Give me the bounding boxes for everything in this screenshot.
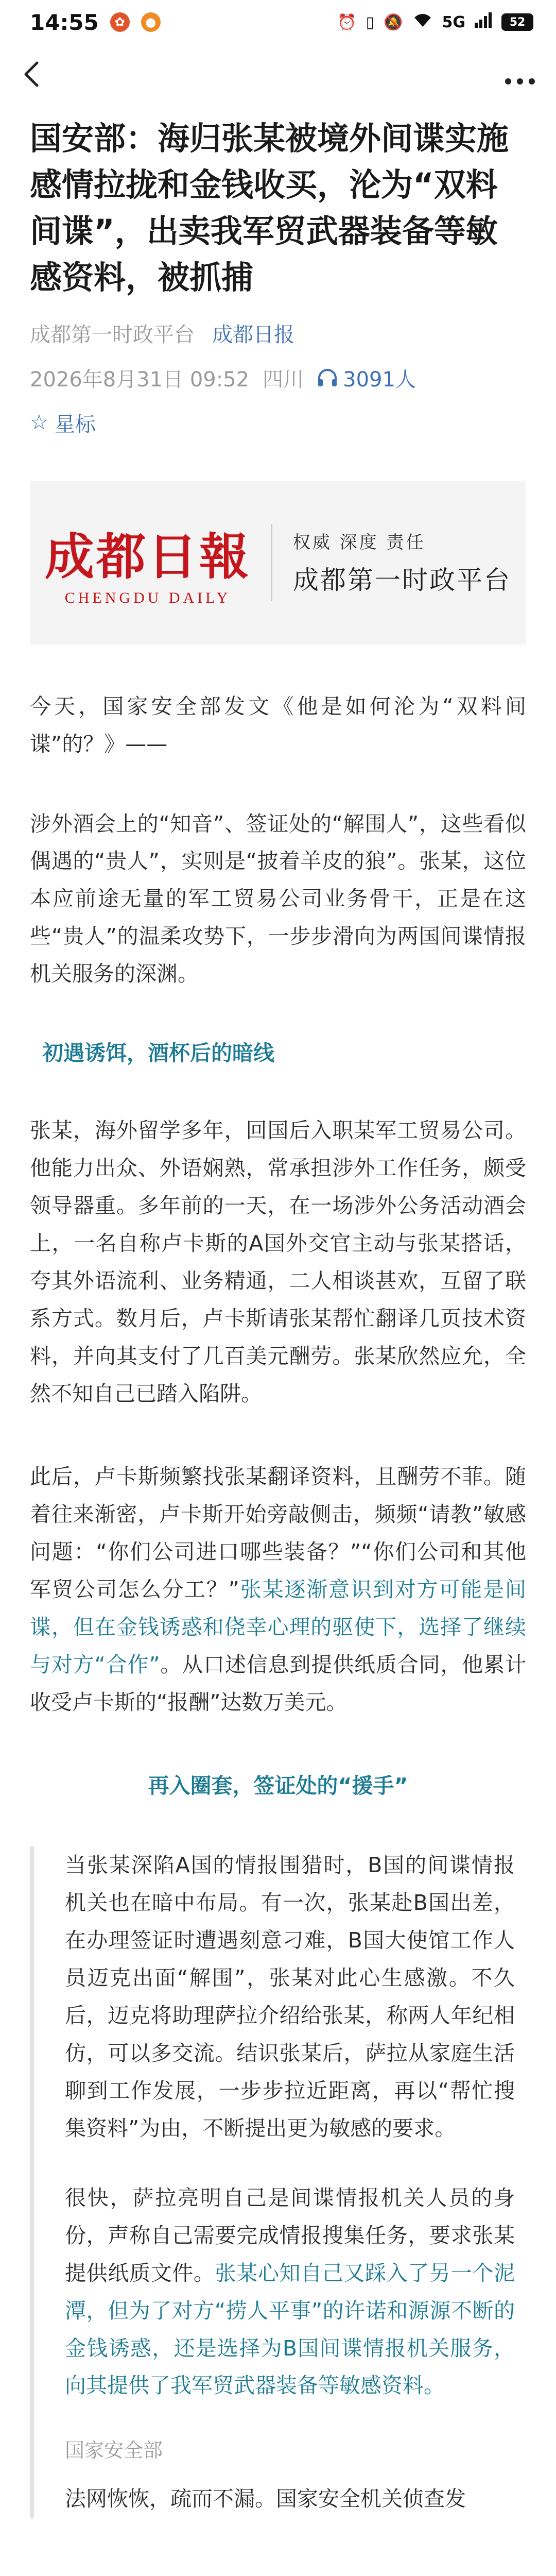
chengdu-daily-logo [45, 518, 251, 607]
chengdu-daily-banner [30, 481, 526, 645]
paragraph-story-2-highlight: 张某逐渐意识到对方可能是间谍，但在金钱诱惑和侥幸心理的驱使下，选择了继续与对方“合作” [30, 1577, 527, 1677]
status-right [337, 12, 533, 32]
banner-divider [271, 524, 272, 601]
banner-platform: 成都第一时政平台 [293, 565, 511, 596]
star-button[interactable] [0, 408, 556, 437]
battery-level: 52 [509, 15, 526, 29]
quote-paragraph-2 [65, 2179, 526, 2405]
readers-count [317, 363, 416, 393]
quote-paragraph-1: 当张某深陷A国的情报围猎时，B国的间谍情报机关也在暗中布局。有一次，张某赴B国出差，在办理签证时遭遇刻意刁难，B国大使馆工作人员迈克出面“解围”，张某对此心生感激。不久后，迈克将助理萨拉介绍给张某，称两人年纪相仿，可以多交流。结识张某后，萨拉从家庭生活聊到工作发展，一步步拉近距离，再以“帮忙搜集资料”为由，不断提出更为敏感的要求。 [65, 1852, 515, 2141]
signal-label: 5G [442, 13, 465, 31]
paragraph-story-2 [0, 1458, 556, 1721]
star-icon: ☆ [30, 411, 48, 435]
nav-bar [0, 44, 556, 106]
section-heading-2: 再入圈套，签证处的“援手” [148, 1773, 408, 1798]
publish-date: 2026年8月31日 09:52 [30, 367, 250, 392]
status-left [30, 10, 161, 35]
chevron-left-icon [22, 60, 42, 89]
quote-paragraph-2-highlight: 张某心知自己又踩入了另一个泥潭，但为了对方“捞人平事”的许诺和源源不断的金钱诱惑，还是选择为B国间谍情报机关服务，向其提供了我军贸武器装备等敏感资料。 [65, 2260, 515, 2398]
status-bar [0, 0, 556, 44]
more-dots-icon [505, 78, 535, 85]
paragraph-summary: 涉外酒会上的“知音”、签证处的“解围人”，这些看似偶遇的“贵人”，实则是“披着羊皮的狼”。张某，这位本应前途无量的军工贸易公司业务骨干，正是在这些“贵人”的温柔攻势下，一步步滑向为两国间谍情报机关服务的深渊。 [30, 811, 526, 987]
wifi-icon [412, 12, 433, 32]
battery-icon [501, 13, 533, 31]
notification-app-icon: ● [141, 12, 161, 32]
paragraph-story-2-a: 此后，卢卡斯频繁找张某翻译资料，且酬劳不菲。随着往来渐密，卢卡斯开始旁敲侧击，频频“请教”敏感问题：“你们公司进口哪些装备？”“你们公司和其他军贸公司怎么分工？” [30, 1464, 526, 1602]
partner-link[interactable]: 成都日报 [212, 323, 294, 347]
article-title: 国安部：海归张某被境外间谍实施感情拉拢和金钱收买，沦为“双料间谍”，出卖我军贸武器装备等敏感资料，被抓捕 [30, 120, 509, 296]
status-time: 14:55 [30, 9, 99, 35]
more-button[interactable] [505, 59, 535, 92]
region: 四川 [263, 367, 304, 392]
vibrate-icon: ▯ [366, 13, 375, 31]
back-button[interactable] [22, 60, 42, 91]
paragraph-conclusion: 法网恢恢，疏而不漏。国家安全机关侦查发 [65, 2486, 466, 2512]
banner-slogan: 权威 深度 责任 [293, 532, 426, 553]
paragraph-story-2-b: 。从口述信息到提供纸质合同，他累计收受卢卡斯的“报酬”达数万美元。 [30, 1652, 527, 1715]
source-name[interactable]: 成都第一时政平台 [30, 323, 195, 347]
quote-source: 国家安全部 [65, 2439, 163, 2462]
section-heading-1: 初遇诱饵，酒杯后的暗线 [42, 1041, 274, 1066]
alarm-icon: ⏰ [337, 13, 357, 31]
article-source-line [0, 318, 556, 348]
paragraph-intro: 今天，国家安全部发文《他是如何沦为“双料间谍”的？》—— [30, 693, 526, 756]
signal-bars-icon [475, 12, 492, 32]
quote-block [30, 1846, 526, 2518]
banner-right [293, 528, 511, 597]
paragraph-story-1: 张某，海外留学多年，回国后入职某军工贸易公司。他能力出众、外语娴熟，常承担涉外工作任务，颇受领导器重。多年前的一天，在一场涉外公务活动酒会上，一名自称卢卡斯的A国外交官主动与张某搭话，夸其外语流利、业务精通，二人相谈甚欢，互留了联系方式。数月后，卢卡斯请张某帮忙翻译几页技术资料，并向其支付了几百美元酬劳。张某欣然应允，全然不知自己已踏入陷阱。 [30, 1118, 526, 1406]
logo-cn: 成都日報 [45, 528, 251, 586]
mute-icon: 🔕 [384, 13, 403, 31]
readers-count-text: 3091人 [343, 367, 416, 392]
weibo-icon: ✿ [110, 12, 130, 32]
headphones-icon [317, 368, 338, 387]
logo-en: CHENGDU DAILY [64, 589, 231, 607]
star-label: 星标 [54, 412, 96, 436]
quote-paragraph-2-a: 很快，萨拉亮明自己是间谍情报机关人员的身份，声称自己需要完成情报搜集任务，要求张某提供纸质文件。 [65, 2185, 515, 2285]
article-date-line [0, 363, 556, 393]
